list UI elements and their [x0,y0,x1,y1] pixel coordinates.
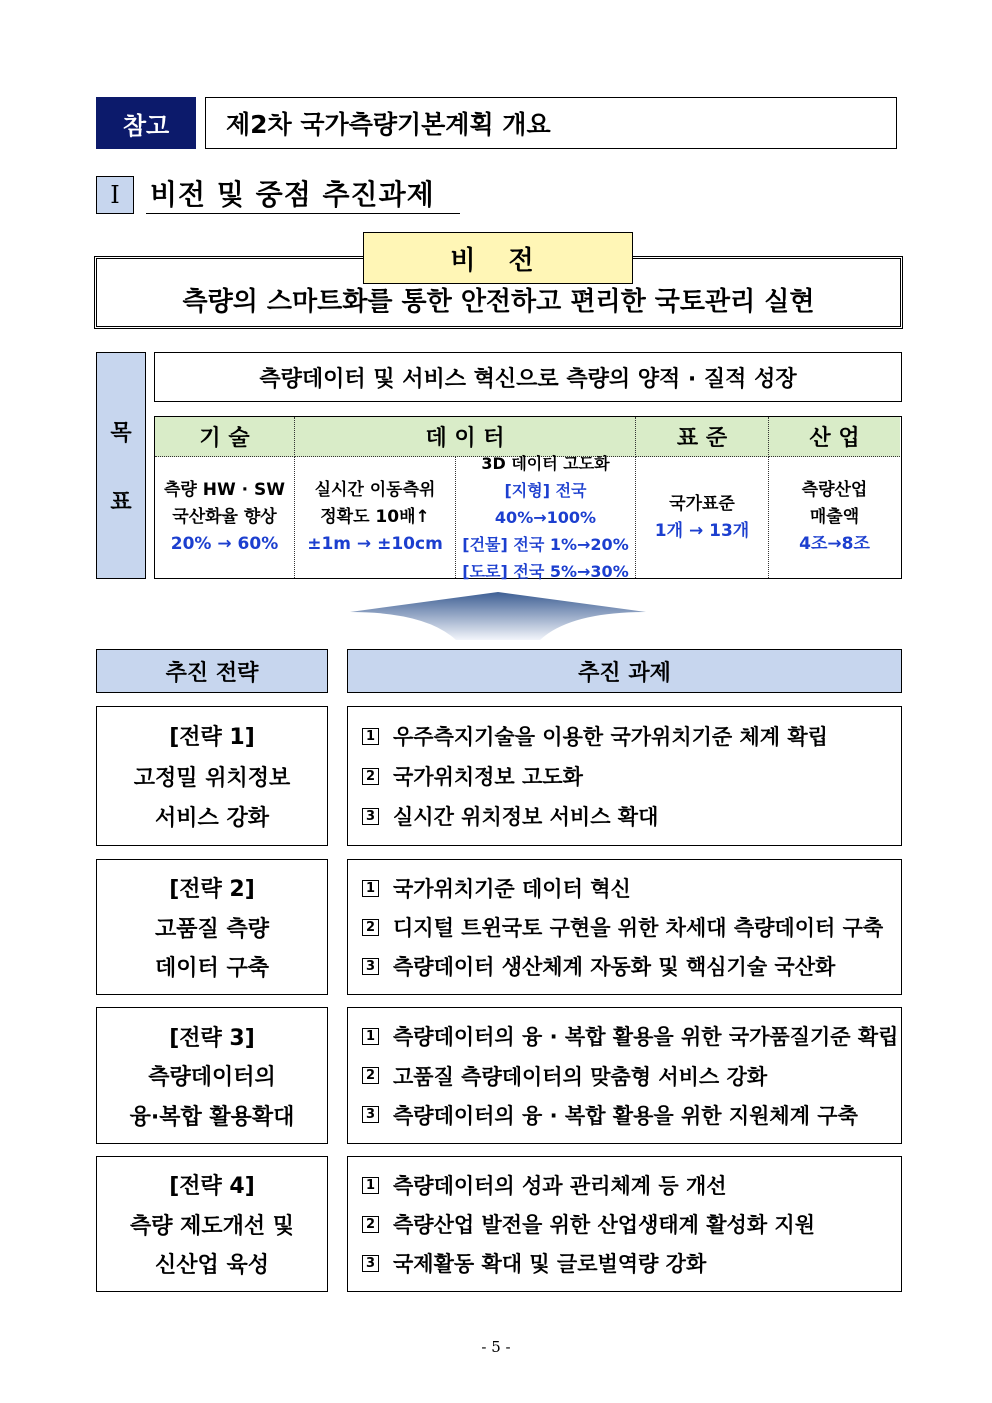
task-text: 측량산업 발전을 위한 산업생태계 활성화 지원 [393,1213,815,1237]
strategy-title: 융·복합 활용확대 [129,1104,295,1130]
strategy-title: 신산업 육성 [155,1252,269,1278]
category-standard: 표 준 [636,417,769,457]
strategy-label: [전략 3] [169,1025,255,1051]
task-text: 측량데이터의 융 · 복합 활용을 위한 국가품질기준 확립 [393,1025,899,1050]
goal-value: 1개 → 13개 [654,520,750,541]
strategy-title: 측량데이터의 [148,1065,276,1090]
goals-side-char-1: 목 [110,420,132,446]
task-number: 1 [362,880,379,897]
goal-value: [지형] 전국 40%→100% [494,481,597,527]
goal-text: 국산화율 향상 [172,507,277,527]
task-item [362,1100,901,1130]
goal-cell-industry [769,457,900,578]
task-text: 고품질 측량데이터의 맞춤형 서비스 강화 [393,1064,768,1089]
task-number: 2 [362,919,379,936]
category-industry: 산 업 [769,417,900,457]
goal-value: [도로] 전국 5%→30% [462,562,629,581]
task-header: 추진 과제 [347,649,902,693]
strategy-3 [96,1007,328,1144]
goal-text: 정확도 10배↑ [320,507,430,527]
task-number: 3 [362,1106,379,1123]
task-item [362,1209,901,1239]
task-item [362,951,901,981]
task-text: 측량데이터의 융 · 복합 활용을 위한 지원체계 구축 [393,1103,858,1128]
page-number: - 5 - [481,1338,511,1356]
strategy-title: 고품질 측량 [155,916,269,942]
goal-text: 측량 HW · SW [163,480,286,500]
goals-main: 측량데이터 및 서비스 혁신으로 측량의 양적 · 질적 성장 [154,352,902,402]
goals-side-char-2: 표 [110,489,132,515]
strategy-2-tasks [347,859,902,995]
task-item [362,1170,901,1200]
category-data: 데 이 터 [295,417,636,457]
task-text: 측량데이터 생산체계 자동화 및 핵심기술 국산화 [393,955,836,979]
goals-side-label [96,352,146,579]
task-text: 디지털 트윈국토 구현을 위한 차세대 측량데이터 구축 [393,916,884,940]
strategy-title: 데이터 구축 [155,955,269,981]
strategy-title: 측량 제도개선 및 [129,1213,295,1239]
task-number: 2 [362,768,379,785]
goal-cell-hw-sw [155,457,295,578]
goal-text: 3D 데이터 고도화 [481,454,610,473]
task-text: 국제활동 확대 및 글로벌역량 강화 [393,1252,707,1276]
goal-value: 4조→8조 [799,534,870,554]
task-number: 1 [362,1177,379,1194]
goal-cell-positioning [295,457,456,578]
document-title: 제2차 국가측량기본계획 개요 [205,97,897,149]
task-number: 1 [362,728,379,745]
strategy-3-tasks [347,1007,902,1144]
task-item [362,761,901,791]
upward-arrow-icon [350,590,646,640]
task-number: 2 [362,1216,379,1233]
category-technology: 기 술 [155,417,295,457]
strategy-4-tasks [347,1156,902,1292]
goal-text: 측량산업 [801,480,868,500]
task-number: 1 [362,1028,379,1045]
task-item [362,873,901,903]
goal-text: 실시간 이동측위 [314,480,436,500]
section-title: 비전 및 중점 추진과제 [146,172,460,214]
goal-value: [건물] 전국 1%→20% [462,535,629,554]
task-text: 실시간 위치정보 서비스 확대 [393,805,659,829]
task-text: 국가위치정보 고도화 [393,765,583,789]
goal-value: 20% → 60% [170,534,279,554]
goal-value: ±1m → ±10cm [307,534,443,554]
task-item [362,912,901,942]
task-number: 3 [362,958,379,975]
section-number: Ⅰ [96,176,134,214]
task-text: 국가위치기준 데이터 혁신 [393,877,631,901]
goal-text: 국가표준 [669,493,735,514]
strategy-label: [전략 4] [169,1174,255,1200]
strategy-label: [전략 2] [169,877,255,903]
task-text: 우주측지기술을 이용한 국가위치기준 체계 확립 [393,725,828,749]
strategy-label: [전략 1] [169,725,255,751]
goal-cell-standard [636,457,769,578]
goals-table [154,416,902,579]
task-item [362,721,901,751]
task-number: 3 [362,808,379,825]
strategy-title: 서비스 강화 [155,805,269,831]
vision-statement: 측량의 스마트화를 통한 안전하고 편리한 국토관리 실현 [94,256,903,329]
goal-cell-3d-data [456,454,636,581]
task-number: 3 [362,1255,379,1272]
strategy-4 [96,1156,328,1292]
vision-label: 비 전 [363,232,633,284]
reference-tag: 참고 [96,97,196,149]
strategy-2 [96,859,328,995]
task-text: 측량데이터의 성과 관리체계 등 개선 [393,1174,727,1198]
strategy-1-tasks [347,706,902,846]
strategy-1 [96,706,328,846]
task-item [362,801,901,831]
goal-text: 매출액 [809,507,860,527]
task-item [362,1061,901,1091]
task-item [362,1248,901,1278]
strategy-header: 추진 전략 [96,649,328,693]
task-number: 2 [362,1067,379,1084]
task-item [362,1021,901,1051]
strategy-title: 고정밀 위치정보 [133,765,291,791]
